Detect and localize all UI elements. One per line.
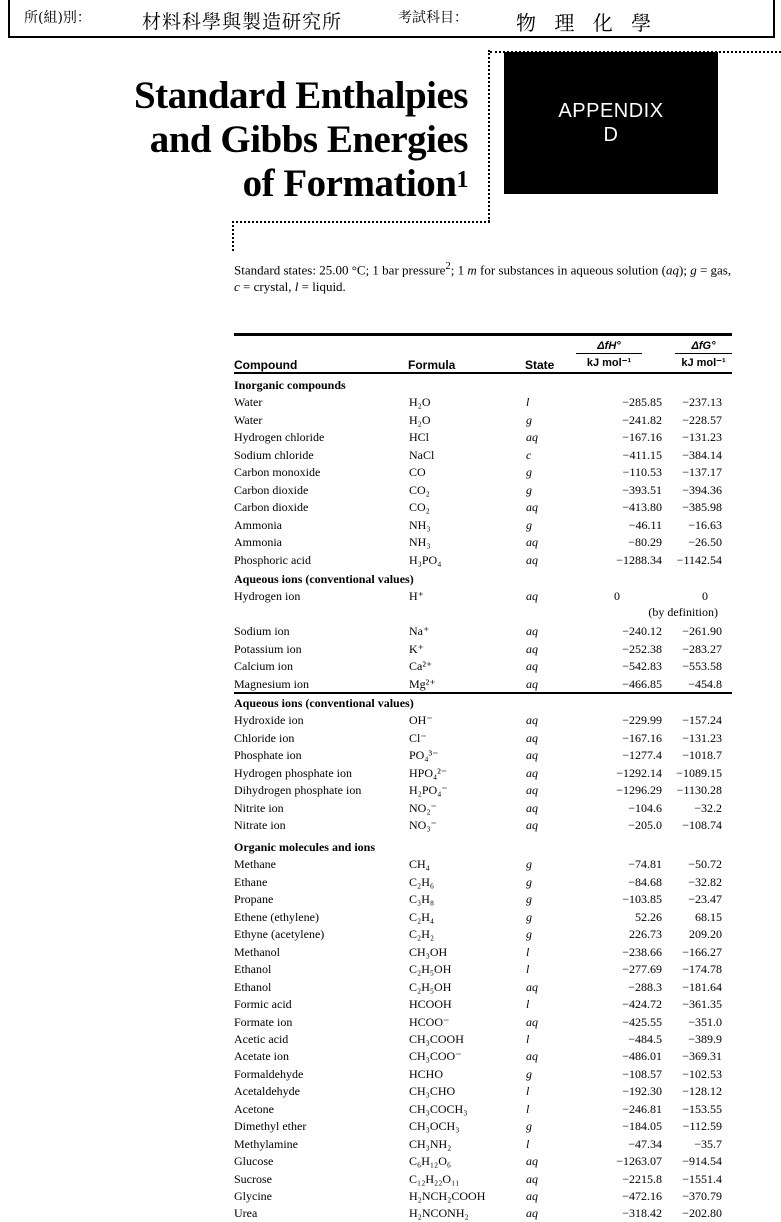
formula: CH₃OCH₃: [409, 1119, 460, 1134]
enthalpy-value: −1263.07: [616, 1154, 662, 1169]
compound-name: Calcium ion: [234, 659, 293, 674]
state: g: [526, 412, 532, 427]
formula: PO₄³⁻: [409, 748, 439, 763]
gibbs-value: −128.12: [682, 1084, 722, 1099]
title-line-3: of Formation$^1$: [242, 162, 468, 205]
gibbs-value: −157.24: [682, 713, 722, 728]
enthalpy-value: −241.82: [622, 412, 662, 427]
state: aq: [526, 1171, 538, 1186]
compound-name: Methanol: [234, 944, 280, 959]
enthalpy-value: −238.66: [622, 944, 662, 959]
enthalpy-value: 0: [614, 589, 620, 604]
state: l: [526, 1101, 530, 1116]
compound-name: Propane: [234, 892, 274, 907]
dotted-divider-vertical: [488, 50, 490, 222]
gibbs-value: −102.53: [682, 1066, 722, 1081]
gibbs-value: −237.13: [682, 395, 722, 410]
gibbs-value: 209.20: [689, 927, 722, 942]
compound-name: Dihydrogen phosphate ion: [234, 783, 362, 798]
gibbs-value: −26.50: [688, 535, 722, 550]
enthalpy-value: −1288.34: [616, 552, 662, 567]
state: aq: [526, 624, 538, 639]
formula: C₂H₅OH: [409, 962, 452, 977]
state: l: [526, 1136, 530, 1151]
formula: C₂H₆: [409, 874, 435, 889]
formula: H₃PO₄: [409, 552, 442, 567]
formula: C₁₂H₂₂O₁₁: [409, 1171, 460, 1186]
gibbs-value: −361.35: [682, 997, 722, 1012]
formula: Cl⁻: [409, 730, 427, 745]
enthalpy-value: −542.83: [622, 659, 662, 674]
compound-name: Ethyne (acetylene): [234, 927, 325, 942]
gibbs-value: −16.63: [688, 517, 722, 532]
compound-name: Dimethyl ether: [234, 1119, 307, 1134]
gibbs-value: −914.54: [682, 1154, 722, 1169]
enthalpy-value: −1277.4: [622, 748, 662, 763]
enthalpy-value: −184.05: [622, 1119, 662, 1134]
subject-name: 物 理 化 學: [516, 11, 658, 35]
section-heading: Organic molecules and ions: [234, 840, 376, 854]
compound-name: Nitrite ion: [234, 800, 284, 815]
formula: CH₃NH₂: [409, 1136, 452, 1151]
gibbs-value: −166.27: [682, 944, 722, 959]
state: g: [526, 874, 532, 889]
state: aq: [526, 641, 538, 656]
title-footnote: 1: [456, 167, 468, 193]
state: aq: [526, 713, 538, 728]
formula: Na⁺: [409, 624, 430, 639]
gibbs-value: −50.72: [688, 857, 722, 872]
compound-name: Ethene (ethylene): [234, 909, 319, 924]
formula: CH₄: [409, 857, 430, 872]
compound-name: Sucrose: [234, 1171, 272, 1186]
formula: Mg²⁺: [409, 676, 436, 691]
compound-name: Hydrogen chloride: [234, 430, 325, 445]
compound-name: Phosphoric acid: [234, 552, 311, 567]
enthalpy-value: −393.51: [622, 482, 662, 497]
formula: HCOO⁻: [409, 1014, 450, 1029]
compound-name: Acetone: [234, 1101, 274, 1116]
enthalpy-value: −425.55: [622, 1014, 662, 1029]
enthalpy-value: −104.6: [628, 800, 662, 815]
formula: HCOOH: [409, 997, 452, 1012]
state: g: [526, 909, 532, 924]
compound-name: Hydroxide ion: [234, 713, 304, 728]
column-header-enthalpy: ΔfH° kJ mol⁻¹: [576, 340, 642, 369]
enthalpy-value: −229.99: [622, 713, 662, 728]
gibbs-value: −23.47: [688, 892, 722, 907]
state: g: [526, 482, 532, 497]
enthalpy-value: −110.53: [622, 465, 662, 480]
compound-name: Hydrogen phosphate ion: [234, 765, 352, 780]
enthalpy-value: −288.3: [628, 979, 662, 994]
gibbs-value: −384.14: [682, 447, 722, 462]
state: aq: [526, 430, 538, 445]
enthalpy-value: −486.01: [622, 1049, 662, 1064]
compound-name: Potassium ion: [234, 641, 302, 656]
formula: H₂NCONH₂: [409, 1206, 469, 1221]
formula: NO₂⁻: [409, 800, 437, 815]
compound-name: Water: [234, 412, 263, 427]
enthalpy-value: −277.69: [622, 962, 662, 977]
gibbs-value: −1142.54: [676, 552, 722, 567]
compound-name: Chloride ion: [234, 730, 295, 745]
state: aq: [526, 1049, 538, 1064]
state: g: [526, 892, 532, 907]
appendix-label: APPENDIX: [558, 100, 664, 122]
compound-name: Methylamine: [234, 1136, 298, 1151]
compound-name: Urea: [234, 1206, 258, 1221]
formula: CH₃CHO: [409, 1084, 456, 1099]
gibbs-value: −1130.28: [676, 783, 722, 798]
state: aq: [526, 552, 538, 567]
state: l: [526, 395, 530, 410]
formula: OH⁻: [409, 713, 433, 728]
compound-name: Phosphate ion: [234, 748, 302, 763]
compound-name: Ethane: [234, 874, 268, 889]
title-line-1: Standard Enthalpies: [133, 74, 468, 117]
enthalpy-value: −246.81: [622, 1101, 662, 1116]
dotted-divider-left: [232, 221, 234, 251]
compound-name: Formate ion: [234, 1014, 293, 1029]
compound-name: Formic acid: [234, 997, 292, 1012]
compound-name: Ethanol: [234, 979, 272, 994]
gibbs-value: 0: [702, 589, 708, 604]
table-header-rule: [234, 372, 732, 374]
column-header-state: State: [525, 358, 555, 372]
state: aq: [526, 1154, 538, 1169]
formula: H₂NCH₂COOH: [409, 1189, 486, 1203]
exam-header: [8, 0, 775, 38]
state: g: [526, 517, 532, 532]
state: g: [526, 857, 532, 872]
state: aq: [526, 676, 538, 691]
page-title: [134, 74, 468, 206]
state: aq: [526, 1189, 538, 1203]
enthalpy-value: −46.11: [628, 517, 662, 532]
compound-name: Sodium chloride: [234, 447, 314, 462]
enthalpy-value: −84.68: [628, 874, 662, 889]
enthalpy-value: 226.73: [629, 927, 662, 942]
formula: C₂H₄: [409, 909, 435, 924]
compound-name: Ammonia: [234, 517, 282, 532]
compound-name: Carbon dioxide: [234, 482, 309, 497]
formula: NO₃⁻: [409, 818, 437, 833]
dotted-divider-bottom: [232, 221, 490, 223]
gibbs-value: 68.15: [695, 909, 722, 924]
compound-name: Nitrate ion: [234, 818, 286, 833]
state: aq: [526, 979, 538, 994]
enthalpy-value: −1296.29: [616, 783, 662, 798]
state: aq: [526, 1014, 538, 1029]
enthalpy-value: −74.81: [628, 857, 662, 872]
compound-name: Methane: [234, 857, 276, 872]
gibbs-value: −181.64: [682, 979, 722, 994]
formula: K⁺: [409, 641, 424, 656]
formula: HCHO: [409, 1066, 444, 1081]
gibbs-value: −553.58: [682, 659, 722, 674]
enthalpy-value: −108.57: [622, 1066, 662, 1081]
gibbs-value: −202.80: [682, 1206, 722, 1221]
formula: HCl: [409, 430, 430, 445]
formula: CH₃OH: [409, 944, 448, 959]
state: aq: [526, 765, 538, 780]
title-line-2: and Gibbs Energies: [149, 118, 468, 161]
formula: C₃H₈: [409, 892, 435, 907]
state: aq: [526, 783, 538, 798]
gibbs-value: −108.74: [682, 818, 722, 833]
compound-name: Glucose: [234, 1154, 274, 1169]
formula: NH₃: [409, 517, 431, 532]
formula: H₂O: [409, 395, 431, 410]
compound-name: Magnesium ion: [234, 676, 309, 691]
state: l: [526, 1084, 530, 1099]
state: g: [526, 927, 532, 942]
subject-label: 考試科目：: [398, 10, 468, 26]
compound-name: Ethanol: [234, 962, 272, 977]
enthalpy-value: 52.26: [635, 909, 662, 924]
enthalpy-value: −205.0: [628, 818, 662, 833]
formula: CH₃COCH₃: [409, 1101, 468, 1116]
compound-name: Carbon dioxide: [234, 500, 309, 515]
gibbs-value: −394.36: [682, 482, 722, 497]
appendix-badge: [504, 52, 718, 194]
state: c: [526, 447, 532, 462]
compound-name: Water: [234, 395, 263, 410]
enthalpy-value: −252.38: [622, 641, 662, 656]
gibbs-value: −131.23: [682, 730, 722, 745]
section-heading: Aqueous ions (conventional values): [234, 572, 414, 586]
gibbs-value: −1018.7: [682, 748, 722, 763]
gibbs-value: −174.78: [682, 962, 722, 977]
gibbs-value: −112.59: [682, 1119, 722, 1134]
compound-name: Acetic acid: [234, 1031, 289, 1046]
gibbs-value: −370.79: [682, 1189, 722, 1203]
enthalpy-value: −424.72: [622, 997, 662, 1012]
enthalpy-value: −484.5: [628, 1031, 662, 1046]
gibbs-value: −131.23: [682, 430, 722, 445]
formula: CO₂: [409, 500, 430, 515]
enthalpy-value: −167.16: [622, 430, 662, 445]
table-top-rule: [234, 333, 732, 336]
gibbs-value: −385.98: [682, 500, 722, 515]
formula: H₂PO₄⁻: [409, 783, 448, 798]
formula: NH₃: [409, 535, 431, 550]
compound-name: Ammonia: [234, 535, 282, 550]
gibbs-value: −1089.15: [676, 765, 722, 780]
enthalpy-value: −2215.8: [622, 1171, 662, 1186]
state: aq: [526, 500, 538, 515]
enthalpy-value: −80.29: [628, 535, 662, 550]
column-header-gibbs: ΔfG° kJ mol⁻¹: [675, 340, 732, 369]
formula: C₂H₂: [409, 927, 435, 942]
state: aq: [526, 1206, 538, 1221]
state: aq: [526, 589, 538, 604]
formula: HPO₄²⁻: [409, 765, 448, 780]
department-name: 材料科學與製造研究所: [142, 11, 343, 33]
compound-name: Acetate ion: [234, 1049, 289, 1064]
gibbs-value: −153.55: [682, 1101, 722, 1116]
state: aq: [526, 730, 538, 745]
compound-name: Acetaldehyde: [234, 1084, 300, 1099]
enthalpy-value: −240.12: [622, 624, 662, 639]
state: l: [526, 944, 530, 959]
gibbs-value: −261.90: [682, 624, 722, 639]
state: aq: [526, 535, 538, 550]
enthalpy-value: −466.85: [622, 676, 662, 691]
state: aq: [526, 818, 538, 833]
state: l: [526, 1031, 530, 1046]
table-section-rule: [234, 692, 732, 694]
formula: H₂O: [409, 412, 431, 427]
formula: CH₃COOH: [409, 1031, 464, 1046]
enthalpy-value: −318.42: [622, 1206, 662, 1221]
state: aq: [526, 800, 538, 815]
formula: Ca²⁺: [409, 659, 433, 674]
gibbs-value: −454.8: [688, 676, 722, 691]
compound-name: Glycine: [234, 1189, 272, 1203]
column-header-formula: Formula: [408, 358, 456, 372]
enthalpy-value: −285.85: [622, 395, 662, 410]
formula: C₂H₅OH: [409, 979, 452, 994]
definition-note: (by definition): [648, 604, 718, 619]
appendix-letter: D: [603, 124, 619, 146]
compound-name: Formaldehyde: [234, 1066, 304, 1081]
state: aq: [526, 659, 538, 674]
gibbs-value: −32.82: [688, 874, 722, 889]
enthalpy-value: −167.16: [622, 730, 662, 745]
gibbs-value: −283.27: [682, 641, 722, 656]
formula: H⁺: [409, 589, 424, 604]
enthalpy-value: −1292.14: [616, 765, 662, 780]
enthalpy-value: −413.80: [622, 500, 662, 515]
formula: CO: [409, 465, 426, 480]
gibbs-value: −35.7: [694, 1136, 722, 1151]
gibbs-value: −228.57: [682, 412, 722, 427]
enthalpy-value: −192.30: [622, 1084, 662, 1099]
state: g: [526, 465, 532, 480]
state: g: [526, 1066, 532, 1081]
state: aq: [526, 748, 538, 763]
section-heading: Aqueous ions (conventional values): [234, 696, 414, 710]
state: l: [526, 997, 530, 1012]
compound-name: Carbon monoxide: [234, 465, 321, 480]
gibbs-value: −369.31: [682, 1049, 722, 1064]
enthalpy-value: −47.34: [628, 1136, 662, 1151]
column-header-compound: Compound: [234, 358, 298, 372]
gibbs-value: −1551.4: [682, 1171, 722, 1186]
enthalpy-value: −103.85: [622, 892, 662, 907]
enthalpy-value: −472.16: [622, 1189, 662, 1203]
formula: NaCl: [409, 447, 435, 462]
state: l: [526, 962, 530, 977]
formula: CO₂: [409, 482, 430, 497]
enthalpy-value: −411.15: [622, 447, 662, 462]
section-heading: Inorganic compounds: [234, 378, 346, 392]
formula: C₆H₁₂O₆: [409, 1154, 452, 1169]
standard-states-note: Standard states: 25.00 °C; 1 bar pressure$^2$; 1 m for substances in aqueous solution (aq); g = gas, c = crystal, l = liquid.: [234, 260, 732, 295]
gibbs-value: −389.9: [688, 1031, 722, 1046]
compound-name: Hydrogen ion: [234, 589, 301, 604]
department-label: 所(組)別：: [24, 10, 91, 26]
compound-name: Sodium ion: [234, 624, 290, 639]
formula: CH₃COO⁻: [409, 1049, 462, 1064]
gibbs-value: −351.0: [688, 1014, 722, 1029]
gibbs-value: −137.17: [682, 465, 722, 480]
gibbs-value: −32.2: [694, 800, 722, 815]
state: g: [526, 1119, 532, 1134]
